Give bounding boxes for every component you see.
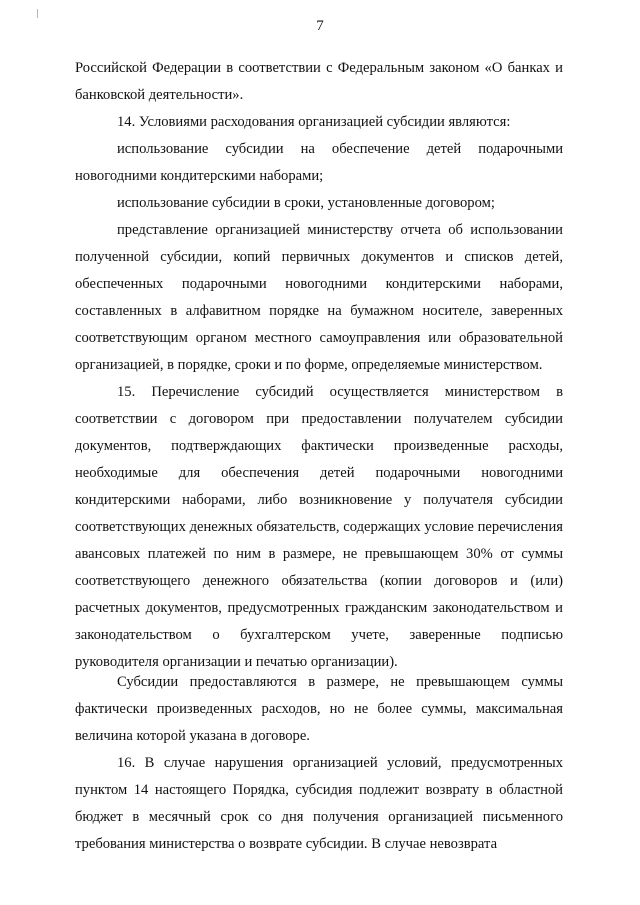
paragraph-condition-2: использование субсидии в сроки, установленные договором; <box>117 195 495 211</box>
paragraph-continuation: Российской Федерации в соответствии с Федеральным законом «О банках и банковской деятельности». <box>75 60 563 103</box>
text-block-lower <box>75 669 563 858</box>
paragraph-condition-3: представление организацией министерству отчета об использовании полученной субсидии, копий первичных документов и списков детей, обеспеченных подарочными новогодними кондитерскими наборами, составленных в алфавитном порядке на бумажном носителе, заверенных соответствующим органом местного самоуправления или образовательной организацией, в порядке, сроки и по форме, определяемые министерством. <box>75 222 563 373</box>
margin-mark <box>37 9 38 18</box>
paragraph-condition-1: использование субсидии на обеспечение детей подарочными новогодними кондитерскими наборами; <box>75 141 563 184</box>
paragraph-subsidy-amount: Субсидии предоставляются в размере, не превышающем суммы фактически произведенных расходов, но не более суммы, максимальная величина которой указана в договоре. <box>75 674 563 744</box>
page-number: 7 <box>316 18 324 34</box>
paragraph-item-15: 15. Перечисление субсидий осуществляется министерством в соответствии с договором при предоставлении получателем субсидии документов, подтверждающих фактически произведенные расходы, необходимые для обеспечения детей подарочными новогодними кондитерскими наборами, либо возникновение у получателя субсидии соответствующих денежных обязательств, содержащих условие перечисления авансовых платежей по ним в размере, не превышающем 30% от суммы соответствующего денежного обязательства (копии договоров и (или) расчетных документов, предусмотренных гражданским законодательством и законодательством о бухгалтерском учете, заверенные подписью руководителя организации и печатью организации). <box>75 384 563 670</box>
paragraph-item-14: 14. Условиями расходования организацией субсидии являются: <box>117 114 511 130</box>
text-block-main <box>75 55 563 676</box>
paragraph-item-16: 16. В случае нарушения организацией условий, предусмотренных пунктом 14 настоящего Порядка, субсидия подлежит возврату в областной бюджет в месячный срок со дня получения организацией письменного требования министерства о возврате субсидии. В случае невозврата <box>75 755 563 852</box>
